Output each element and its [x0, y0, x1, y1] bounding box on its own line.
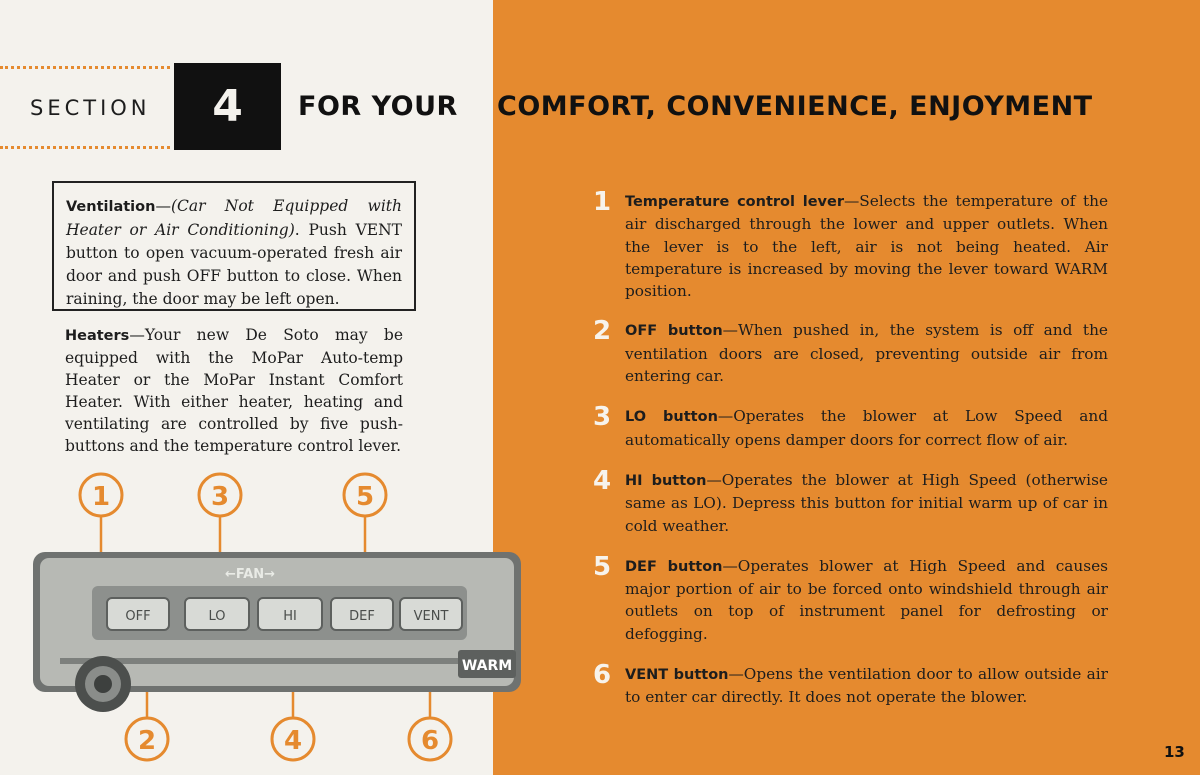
item-title: HI button	[625, 472, 707, 489]
item-number: 5	[593, 551, 612, 582]
item-text: —When pushed in, the system is off and the ventilation doors are closed, preventing outside air from entering car.	[625, 321, 1108, 386]
list-item	[593, 465, 1108, 537]
item-title: Temperature control lever	[625, 194, 844, 210]
ventilation-heading: Ventilation	[66, 199, 156, 215]
item-text: —Selects the temperature of the air discharged through the lower and upper outlets. When the lever is to the left, air is not being heated. Air temperature is increased by moving the lever toward WARM position.	[625, 192, 1108, 301]
section-label: SECTION	[30, 96, 151, 120]
panel-button-label: HI	[283, 609, 297, 624]
item-number: 4	[593, 465, 612, 496]
callout-number-5: 5	[355, 482, 375, 512]
item-title: LO button	[625, 409, 718, 426]
callout-number-2: 2	[137, 726, 157, 756]
temperature-knob-center	[94, 675, 112, 693]
item-text: —Operates blower at High Speed and causes major portion of air to be forced onto windshield through air outlets on top of instrument panel for defrosting or defogging.	[625, 556, 1109, 643]
callout-number-6: 6	[420, 726, 440, 756]
panel-button-label: VENT	[413, 609, 449, 624]
list-item	[593, 402, 1109, 451]
list-item	[593, 316, 1108, 387]
list-item	[593, 187, 1108, 302]
ventilation-dash: —	[155, 197, 171, 215]
item-number: 2	[593, 316, 612, 347]
page-title-part1: FOR YOUR	[298, 91, 458, 122]
page-title-part2: COMFORT, CONVENIENCE, ENJOYMENT	[497, 91, 1093, 122]
ventilation-italic: (Car Not Equipped with Heater or Air Conditioning)	[66, 197, 402, 239]
callout-number-1: 1	[91, 482, 111, 512]
heaters-heading: Heaters	[65, 328, 130, 344]
item-number: 3	[593, 402, 612, 433]
ventilation-body: . Push VENT button to open vacuum-operated fresh air door and push OFF button to close. When raining, the door may be left open.	[66, 221, 402, 308]
item-title: OFF button	[625, 323, 723, 340]
fan-label: ←FAN→	[224, 567, 276, 582]
item-number: 1	[593, 187, 612, 217]
callout-number-4: 4	[283, 726, 303, 756]
list-item	[593, 551, 1109, 645]
panel-button-label: LO	[208, 609, 226, 624]
callout-number-3: 3	[210, 482, 230, 512]
item-title: DEF button	[625, 558, 723, 575]
item-text: —Operates the blower at High Speed (otherwise same as LO). Depress this button for initial warm up of car in cold weather.	[625, 470, 1108, 535]
item-text: —Opens the ventilation door to allow outside air to enter car directly. It does not operate the blower.	[625, 665, 1108, 707]
heater-control-diagram	[0, 0, 513, 775]
panel-button-label: OFF	[125, 609, 151, 624]
item-title: VENT button	[625, 667, 729, 684]
panel-button-label: DEF	[349, 609, 375, 624]
page-number: 13	[1164, 743, 1185, 761]
item-text: —Operates the blower at Low Speed and automatically opens damper doors for correct flow of air.	[625, 407, 1109, 449]
item-number: 6	[593, 660, 612, 691]
section-number: 4	[174, 63, 281, 150]
list-item	[593, 660, 1108, 709]
warm-label: WARM	[461, 658, 513, 674]
control-descriptions	[593, 187, 1109, 709]
heaters-body: —Your new De Soto may be equipped with the MoPar Auto-temp Heater or the MoPar Instant Comfort Heater. With either heater, heating and ventilating are controlled by five push-buttons and the temperature control lever.	[65, 326, 403, 455]
